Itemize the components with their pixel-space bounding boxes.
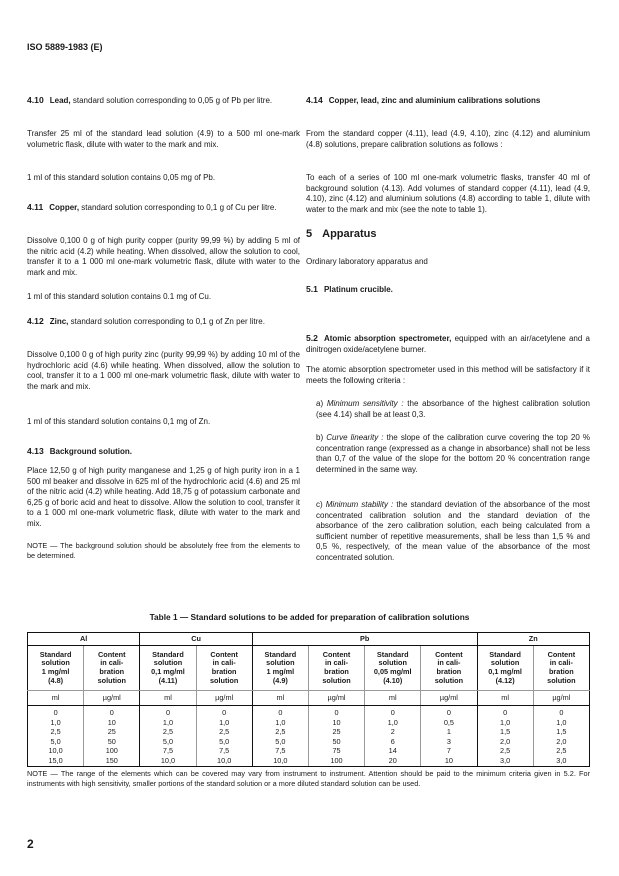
- group-pb: Pb: [252, 633, 477, 646]
- section-4-14-heading: 4.14 Copper, lead, zinc and aluminium calibrations solutions: [306, 95, 541, 105]
- column-header: [196, 646, 252, 691]
- standard-solutions-table: [27, 632, 590, 767]
- header-line: bration: [436, 667, 462, 676]
- header-line: solution: [209, 675, 239, 685]
- table-row: [28, 757, 590, 767]
- header-line: Content: [435, 649, 463, 659]
- unit-cell: ml: [252, 691, 308, 706]
- header-line: in cali-: [549, 658, 573, 668]
- table-cell: 75: [308, 747, 364, 757]
- paragraph: The atomic absorption spectrometer used in this method will be satisfactory if it meets the following criteria :: [306, 365, 590, 385]
- table-cell: 0: [308, 706, 364, 719]
- header-line: Content: [547, 649, 576, 659]
- header-line: in cali-: [100, 658, 124, 668]
- paragraph: Place 12,50 g of high purity manganese and 1,25 g of high purity iron in a 1 500 ml beaker and dissolve in 625 ml of the hydrochloric acid (4.6) and 25 ml of the nitric acid (4.2) while heating. Add 18,75 g of potassium carbonate and 6,25 g of boric acid and heat to dissolve. Allow the solution to cool, transfer it to a 1 000 ml one-mark volumetric flask, dilute with water to the mark and mix.: [27, 466, 300, 528]
- column-header: [533, 646, 589, 691]
- table-cell: 5,0: [28, 738, 84, 748]
- unit-cell: ml: [28, 691, 84, 706]
- unit-cell: ml: [140, 691, 196, 706]
- paragraph: Transfer 25 ml of the standard lead solution (4.9) to a 500 ml one-mark volumetric flask, dilute with water to the mark and mix.: [27, 129, 300, 149]
- section-5-1-heading: 5.1 Platinum crucible.: [306, 284, 393, 294]
- table-cell: 0: [84, 706, 140, 719]
- header-line: Standard: [376, 649, 409, 659]
- header-line: bration: [324, 667, 349, 676]
- header-line: Content: [210, 649, 238, 659]
- table-cell: 0: [365, 706, 421, 719]
- paragraph: 1 ml of this standard solution contains 0,05 mg of Pb.: [27, 173, 216, 182]
- header-line: solution: [153, 658, 183, 668]
- table-cell: 5,0: [196, 738, 252, 748]
- column-header: [28, 646, 84, 691]
- header-line: Standard: [264, 649, 297, 659]
- paragraph: 1 ml of this standard solution contains 0,1 mg of Zn.: [27, 417, 211, 426]
- table-title: Table 1 — Standard solutions to be added for preparation of calibration solutions: [149, 612, 470, 622]
- header-line: bration: [211, 667, 237, 676]
- group-al: Al: [28, 633, 140, 646]
- table-cell: 1,0: [140, 719, 196, 729]
- section-5-heading: 5 Apparatus: [306, 228, 377, 240]
- header-line: 1 mg/ml: [41, 667, 70, 676]
- unit-cell: ml: [477, 691, 533, 706]
- table-cell: 1,5: [533, 728, 589, 738]
- table-cell: 5,0: [252, 738, 308, 748]
- table-cell: 2,5: [477, 747, 533, 757]
- table-cell: 2,0: [533, 738, 589, 748]
- table-cell: 0: [140, 706, 196, 719]
- table-cell: 1: [421, 728, 477, 738]
- table-cell: 0: [421, 706, 477, 719]
- table-cell: 1,5: [477, 728, 533, 738]
- column-header: [365, 646, 421, 691]
- table-cell: 0: [196, 706, 252, 719]
- table-cell: 1,0: [365, 719, 421, 729]
- header-line: 0,1 mg/ml: [151, 667, 185, 676]
- note: NOTE — The background solution should be absolutely free from the elements to be determined.: [27, 541, 300, 560]
- paragraph: Dissolve 0,100 0 g of high purity zinc (purity 99,99 %) by adding 10 ml of the hydrochloric acid (4.6) while heating. When dissolved, allow the solution to cool, transfer it to a 1 000 ml one-mark volumetric flask, dilute with water to the mark and mix.: [27, 350, 300, 391]
- header-line: solution: [41, 658, 70, 668]
- table-cell: 3: [421, 738, 477, 748]
- page-number: 2: [27, 837, 34, 851]
- section-4-12-heading: 4.12 Zinc, standard solution corresponding to 0,1 g of Zn per litre.: [27, 316, 265, 326]
- paragraph: From the standard copper (4.11), lead (4.9, 4.10), zinc (4.12) and aluminium (4.8) solutions, prepare calibration solutions as follows :: [306, 129, 590, 149]
- table-cell: 10: [308, 719, 364, 729]
- table-cell: 10,0: [196, 757, 252, 767]
- header-line: solution: [434, 675, 464, 685]
- header-line: (4.11): [158, 675, 178, 685]
- table-cell: 0: [28, 706, 84, 719]
- header-line: solution: [378, 658, 407, 668]
- section-4-11-heading: 4.11 Copper, standard solution corresponding to 0,1 g of Cu per litre.: [27, 202, 277, 212]
- table-cell: 0: [252, 706, 308, 719]
- table-cell: 7,5: [140, 747, 196, 757]
- unit-cell: µg/ml: [84, 691, 140, 706]
- header-line: in cali-: [324, 658, 349, 668]
- table-cell: 10,0: [252, 757, 308, 767]
- unit-cell: ml: [365, 691, 421, 706]
- column-header: [308, 646, 364, 691]
- criteria-item-c: c) Minimum stability : the standard deviation of the absorbance of the most concentrated calibration solution and the standard deviation of the absorbance of the zero calibration solution, each being calculated from a sufficient number of repetitive measurements, shall be less than 1,5 % and 0,5 %, respectively, of the mean value of the absorbance of the most concentrated solution.: [316, 500, 590, 562]
- header-line: solution: [490, 658, 520, 668]
- table-cell: 100: [308, 757, 364, 767]
- document-id: ISO 5889-1983 (E): [27, 42, 103, 52]
- column-header-row: [28, 646, 590, 691]
- unit-row: [28, 691, 590, 706]
- column-header: [477, 646, 533, 691]
- table-cell: 7,5: [196, 747, 252, 757]
- section-4-10-heading: 4.10 Lead, standard solution corresponding to 0,05 g of Pb per litre.: [27, 95, 273, 105]
- header-line: Standard: [489, 649, 521, 659]
- unit-cell: µg/ml: [421, 691, 477, 706]
- table-row: [28, 706, 590, 719]
- table-cell: 10,0: [140, 757, 196, 767]
- header-line: 1 mg/ml: [266, 667, 295, 676]
- table-cell: 2,5: [196, 728, 252, 738]
- table-cell: 6: [365, 738, 421, 748]
- table-cell: 0: [533, 706, 589, 719]
- header-line: (4.10): [383, 675, 403, 685]
- header-line: Standard: [39, 649, 72, 659]
- paragraph: Ordinary laboratory apparatus and: [306, 257, 428, 266]
- table-cell: 1,0: [477, 719, 533, 729]
- header-line: bration: [99, 667, 125, 676]
- table-cell: 7: [421, 747, 477, 757]
- header-line: (4.9): [272, 675, 288, 685]
- table-cell: 0,5: [421, 719, 477, 729]
- table-cell: 1,0: [28, 719, 84, 729]
- header-line: 0,05 mg/ml: [373, 667, 412, 676]
- table-cell: 2: [365, 728, 421, 738]
- column-header: [421, 646, 477, 691]
- section-5-2-heading: 5.2 Atomic absorption spectrometer, equipped with an air/acetylene and a dinitrogen oxide/acetylene burner.: [306, 333, 590, 354]
- table-cell: 10: [84, 719, 140, 729]
- table-cell: 1,0: [252, 719, 308, 729]
- header-line: (4.8): [48, 675, 64, 685]
- unit-cell: µg/ml: [196, 691, 252, 706]
- section-4-13-heading: 4.13 Background solution.: [27, 446, 132, 456]
- group-zn: Zn: [477, 633, 590, 646]
- table-cell: 1,0: [196, 719, 252, 729]
- header-line: solution: [97, 675, 126, 685]
- table-cell: 1,0: [533, 719, 589, 729]
- header-line: (4.12): [495, 675, 515, 685]
- criteria-item-b: b) Curve linearity : the slope of the calibration curve covering the top 20 % concentration range (expressed as a change in absorbance) shall not be less than 0,7 of the value of the slope for the bottom 20 % concentration range determined in the same way.: [316, 433, 590, 474]
- column-header: [140, 646, 196, 691]
- header-line: in cali-: [212, 658, 236, 668]
- unit-cell: µg/ml: [308, 691, 364, 706]
- table-cell: 2,0: [477, 738, 533, 748]
- paragraph: To each of a series of 100 ml one-mark volumetric flasks, transfer 40 ml of background solution (4.13). Add volumes of standard copper (4.11), lead (4.9, 4.10), zinc (4.12) and aluminium solutions (4.8) according to table 1, dilute with water to the mark and mix (see the note to table 1).: [306, 173, 590, 214]
- header-line: solution: [547, 675, 576, 685]
- table-cell: 14: [365, 747, 421, 757]
- table-cell: 7,5: [252, 747, 308, 757]
- table-cell: 150: [84, 757, 140, 767]
- table-cell: 10,0: [28, 747, 84, 757]
- header-line: Standard: [152, 649, 184, 659]
- header-line: bration: [548, 667, 574, 676]
- header-line: solution: [322, 675, 351, 685]
- table-cell: 0: [477, 706, 533, 719]
- table-cell: 2,5: [28, 728, 84, 738]
- table-cell: 2,5: [140, 728, 196, 738]
- table-cell: 50: [84, 738, 140, 748]
- table-cell: 25: [84, 728, 140, 738]
- table-cell: 15,0: [28, 757, 84, 767]
- header-line: 0,1 mg/ml: [488, 667, 522, 676]
- table-cell: 50: [308, 738, 364, 748]
- table-cell: 3,0: [477, 757, 533, 767]
- table-note: NOTE — The range of the elements which can be covered may vary from instrument to instrument. Attention should be paid to the minimum criteria given in 5.2. For instruments with high sensitivity, smaller portions of the standard solution or a more diluted standard solution can be used.: [27, 769, 590, 788]
- table-cell: 10: [421, 757, 477, 767]
- column-header: [84, 646, 140, 691]
- table-cell: 20: [365, 757, 421, 767]
- paragraph: 1 ml of this standard solution contains 0.1 mg of Cu.: [27, 292, 212, 301]
- criteria-item-a: a) Minimum sensitivity : the absorbance of the highest calibration solution (see 4.14) shall be at least 0,3.: [316, 399, 590, 419]
- group-cu: Cu: [140, 633, 252, 646]
- header-line: in cali-: [437, 658, 461, 668]
- header-line: Content: [322, 649, 351, 659]
- table-cell: 5,0: [140, 738, 196, 748]
- table-cell: 3,0: [533, 757, 589, 767]
- table-cell: 2,5: [252, 728, 308, 738]
- column-header: [252, 646, 308, 691]
- table-cell: 100: [84, 747, 140, 757]
- paragraph: Dissolve 0,100 0 g of high purity copper (purity 99,99 %) by adding 5 ml of the nitric acid (4.2) while heating. When dissolved, allow the solution to cool, transfer it to a 1 000 ml one-mark volumetric flask, dilute with water to the mark and mix.: [27, 236, 300, 277]
- header-line: solution: [266, 658, 295, 668]
- unit-cell: µg/ml: [533, 691, 589, 706]
- header-line: Content: [98, 649, 126, 659]
- table-cell: 2,5: [533, 747, 589, 757]
- table-cell: 25: [308, 728, 364, 738]
